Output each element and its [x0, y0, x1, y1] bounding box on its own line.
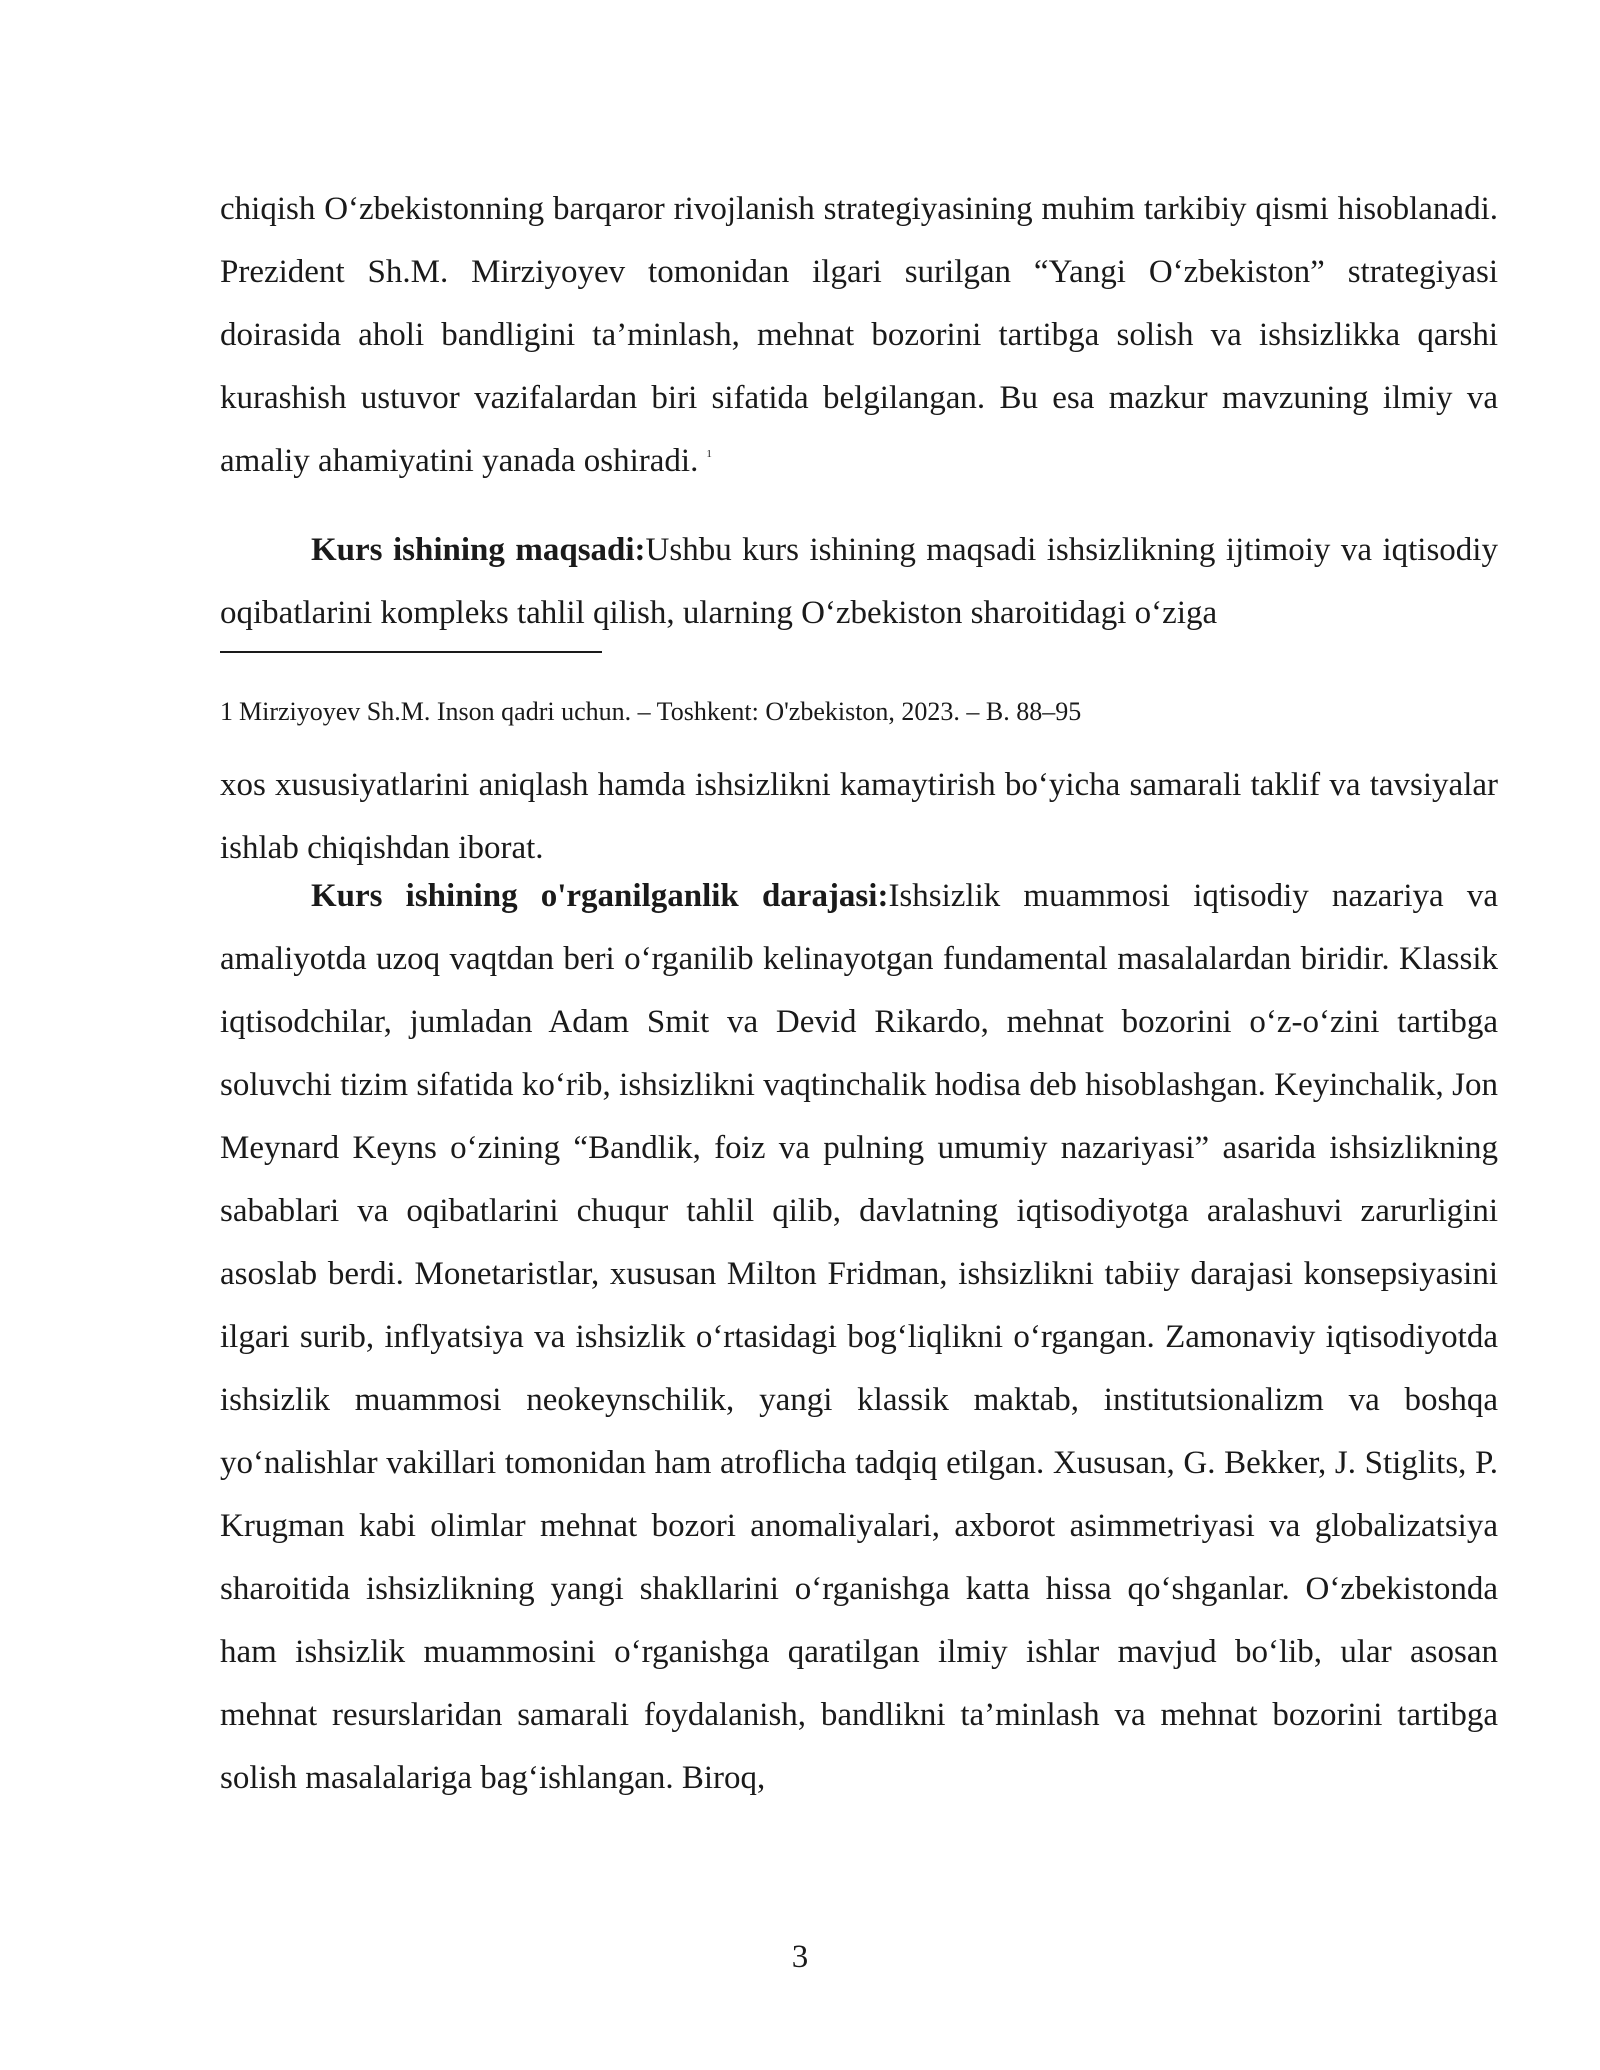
- paragraph-goal: [220, 519, 1498, 645]
- study-text: Ishsizlik muammosi iqtisodiy nazariya va amaliyotda uzoq vaqtdan beri o‘rganilib kelinayotgan fundamental masalalardan biridir. Klassik iqtisodchilar, jumladan Adam Smit va Devid Rikardo, mehnat bozorini o‘z-o‘zini tartibga soluvchi tizim sifatida ko‘rib, ishsizlikni vaqtinchalik hodisa deb hisoblashgan. Keyinchalik, Jon Meynard Keyns o‘zining “Bandlik, foiz va pulning umumiy nazariyasi” asarida ishsizlikning sabablari va oqibatlarini chuqur tahlil qilib, davlatning iqtisodiyotga aralashuvi zarurligini asoslab berdi. Monetaristlar, xususan Milton Fridman, ishsizlikni tabiiy darajasi konsepsiyasini ilgari surib, inflyatsiya va ishsizlik o‘rtasidagi bog‘liqlikni o‘rgangan. Zamonaviy iqtisodiyotda ishsizlik muammosi neokeynschilik, yangi klassik maktab, institutsionalizm va boshqa yo‘nalishlar vakillari tomonidan ham atroflicha tadqiq etilgan. Xususan, G. Bekker, J. Stiglits, P. Krugman kabi olimlar mehnat bozori anomaliyalari, axborot asimmetriyasi va globalizatsiya sharoitida ishsizlikning yangi shakllarini o‘rganishga katta hissa qo‘shganlar. O‘zbekistonda ham ishsizlik muammosini o‘rganishga qaratilgan ilmiy ishlar mavjud bo‘lib, ular asosan mehnat resurslaridan samarali foydalanish, bandlikni ta’minlash va mehnat bozorini tartibga solish masalalariga bag‘ishlangan. Biroq,: [220, 878, 1498, 1796]
- page-number: 3: [791, 1939, 809, 1975]
- goal-heading: Kurs ishining maqsadi:: [311, 532, 646, 568]
- footnote-text: Mirziyoyev Sh.M. Inson qadri uchun. – Toshkent: O'zbekiston, 2023. – B. 88–95: [239, 697, 1082, 726]
- goal-text-part1: Ushbu kurs ishining maqsadi ishsizlikning ijtimoiy va iqtisodiy oqibatlarini kompleks tahlil qilish, ularning O‘zbekiston sharoitidagi o‘ziga: [220, 532, 1498, 631]
- footnote: [220, 695, 1498, 729]
- goal-text-part2: xos xususiyatlarini aniqlash hamda ishsizlikni kamaytirish bo‘yicha samarali taklif va tavsiyalar ishlab chiqishdan iborat.: [220, 767, 1498, 866]
- paragraph-intro-text: chiqish O‘zbekistonning barqaror rivojlanish strategiyasining muhim tarkibiy qismi hisoblanadi. Prezident Sh.M. Mirziyoyev tomonidan ilgari surilgan “Yangi O‘zbekiston” strategiyasi doirasida aholi bandligini ta’minlash, mehnat bozorini tartibga solish va ishsizlikka qarshi kurashish ustuvor vazifalardan biri sifatida belgilangan. Bu esa mazkur mavzuning ilmiy va amaliy ahamiyatini yanada oshiradi.: [220, 191, 1498, 479]
- footnote-reference: 1: [706, 448, 712, 460]
- footnote-separator: [220, 651, 602, 653]
- footnote-number: 1: [220, 697, 233, 726]
- study-heading: Kurs ishining o'rganilganlik darajasi:: [311, 878, 889, 914]
- paragraph-goal-continuation: [220, 754, 1498, 880]
- paragraph-intro-continuation: [220, 178, 1498, 493]
- paragraph-study-level: [220, 865, 1498, 1810]
